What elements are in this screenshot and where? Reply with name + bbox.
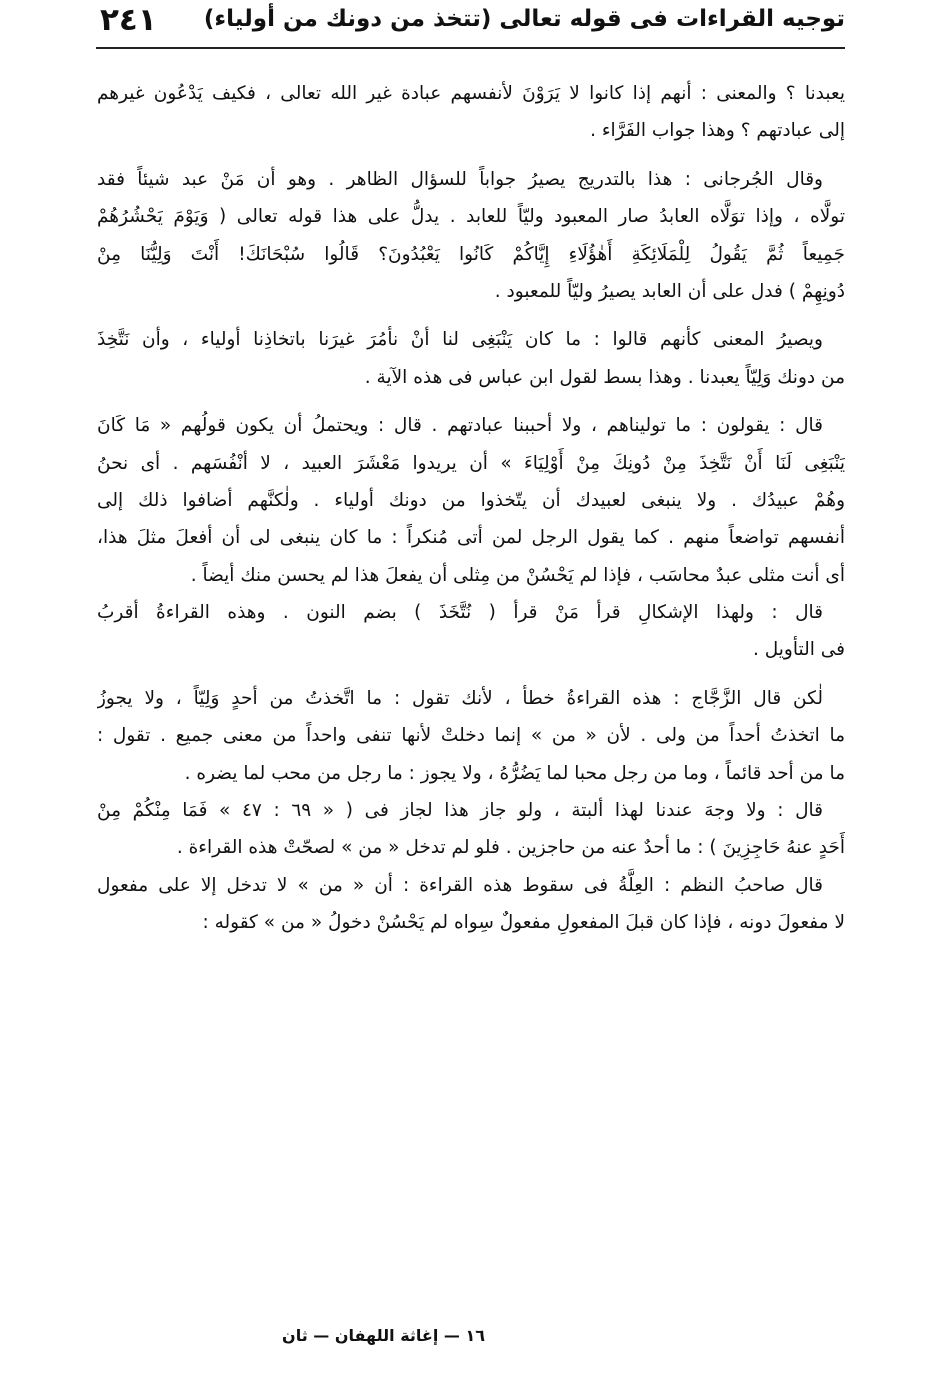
text-line: أنفسهم تواضعاً منهم . كما يقول الرجل لمن أتى مُنكراً : ما كان ينبغى لى أن أفعلَ مثلَ هذا، [97, 527, 845, 549]
paragraph-gap [97, 396, 845, 407]
text-line: قال صاحبُ النظم : العِلَّةُ فى سقوط هذه القراءة : أن « من » لا تدخل إلا على مفعول [97, 874, 823, 896]
running-header [100, 4, 845, 44]
text-line: تولَّاه ، وإذا توَلَّاه العابدُ صار المعبود وليّاً للعابد . يدلُّ على هذا قوله تعالى ( وَيَوْمَ يَحْشُرُهُمْ [97, 206, 845, 228]
text-line: فى التأويل . [753, 639, 845, 661]
text-line: ما من أحد قائماً ، وما من رجل محبا لما يَضُرُّهُ ، ولا يجوز : ما رجل من محب لما يضره . [184, 762, 845, 784]
text-line: جَمِيعاً ثُمَّ يَقُولُ لِلْمَلَائِكَةِ أَهٰؤُلَاءِ إِيَّاكُمْ كَانُوا يَعْبُدُونَ؟ قَالُوا سُبْحَانَكَ! أَنْتَ وَلِيُّنَا مِنْ [97, 243, 845, 265]
text-line: أى أنت مثلى عبدٌ محاسَب ، فإذا لم يَحْسُنْ من مِثلى أن يفعلَ هذا لم يحسن منك أيضاً . [190, 564, 845, 586]
page-number: ٢٤١ [100, 2, 157, 38]
text-line: قال : يقولون : ما توليناهم ، ولا أحببنا عبادتهم . قال : ويحتملُ أن يكون قولُهم « مَا كَانَ [97, 415, 823, 437]
text-line: إلى عبادتهم ؟ وهذا جواب الفَرَّاء . [590, 120, 845, 142]
text-line: لا مفعولَ دونه ، فإذا كان قبلَ المفعولِ مفعولٌ سِواه لم يَحْسُنْ دخولُ « من » كقوله : [202, 912, 845, 934]
header-title: توجيه القراءات فى قوله تعالى (تتخذ من دونك من أولياء) [203, 6, 845, 32]
text-line: وهُمْ عبيدُك . ولا ينبغى لعبيدك أن يتّخذوا من دونك أولياء . ولٰكنَّهم أضافوا ذلك إلى [97, 489, 845, 511]
header-rule [96, 47, 845, 49]
paragraph-gap [97, 150, 845, 161]
text-line: أَحَدٍ عنهُ حَاجِزِينَ ) : ما أحدٌ عنه من حاجزين . فلو لم تدخل « من » لصحّتْ هذه القراءة . [176, 837, 845, 859]
text-line: قال : ولهذا الإشكالِ قرأ مَنْ قرأ ( نُتَّخَذَ ) بضم النون . وهذه القراءةُ أقربُ [97, 602, 823, 624]
text-line: من دونك وَلِيّاً يعبدنا . وهذا بسط لقول ابن عباس فى هذه الآية . [364, 366, 845, 388]
page-footer: ١٦ — إغاثة اللهفان — ثان [282, 1326, 485, 1345]
text-line: يعبدنا ؟ والمعنى : أنهم إذا كانوا لا يَرَوْنَ لأنفسهم عبادة غير الله تعالى ، فكيف يَدْعُون غيرهم [97, 83, 845, 104]
paragraph-gap [97, 310, 845, 321]
paragraph-gap [97, 669, 845, 680]
text-line: ويصيرُ المعنى كأنهم قالوا : ما كان يَنْبَغِى لنا أنْ نأمُرَ غيرَنا باتخاذِنا أولياء ، وأن نَتَّخِذَ [97, 329, 823, 351]
text-line: ما اتخذتُ أحداً من ولى . لأن « من » إنما دخلتْ لأنها تنفى واحداً من معنى جميع . تقول : [97, 725, 845, 747]
text-line: قال : ولا وجهَ عندنا لهذا ألبتة ، ولو جاز هذا لجاز فى ( « ٦٩ : ٤٧ » فَمَا مِنْكُمْ مِنْ [97, 800, 823, 822]
text-line: دُونِهِمْ ) فدل على أن العابد يصيرُ وليّاً للمعبود . [494, 280, 845, 302]
body-text [97, 75, 845, 942]
text-line: وقال الجُرجانى : هذا بالتدريج يصيرُ جواباً للسؤال الظاهر . وهو أن مَنْ عبد شيئاً فقد [97, 168, 823, 190]
text-line: لٰكن قال الزَّجَّاج : هذه القراءةُ خطأ ، لأنك تقول : ما اتَّخذتُ من أحدٍ وَلِيّاً ، ولا يجوزُ [97, 687, 823, 709]
text-line: يَنْبَغِى لَنَا أَنْ نَتَّخِذَ مِنْ دُونِكَ مِنْ أَوْلِيَاءَ » أن يريدوا مَعْشَرَ العبيد ، لا أنْفُسَهم . أى نحنُ [97, 452, 845, 474]
